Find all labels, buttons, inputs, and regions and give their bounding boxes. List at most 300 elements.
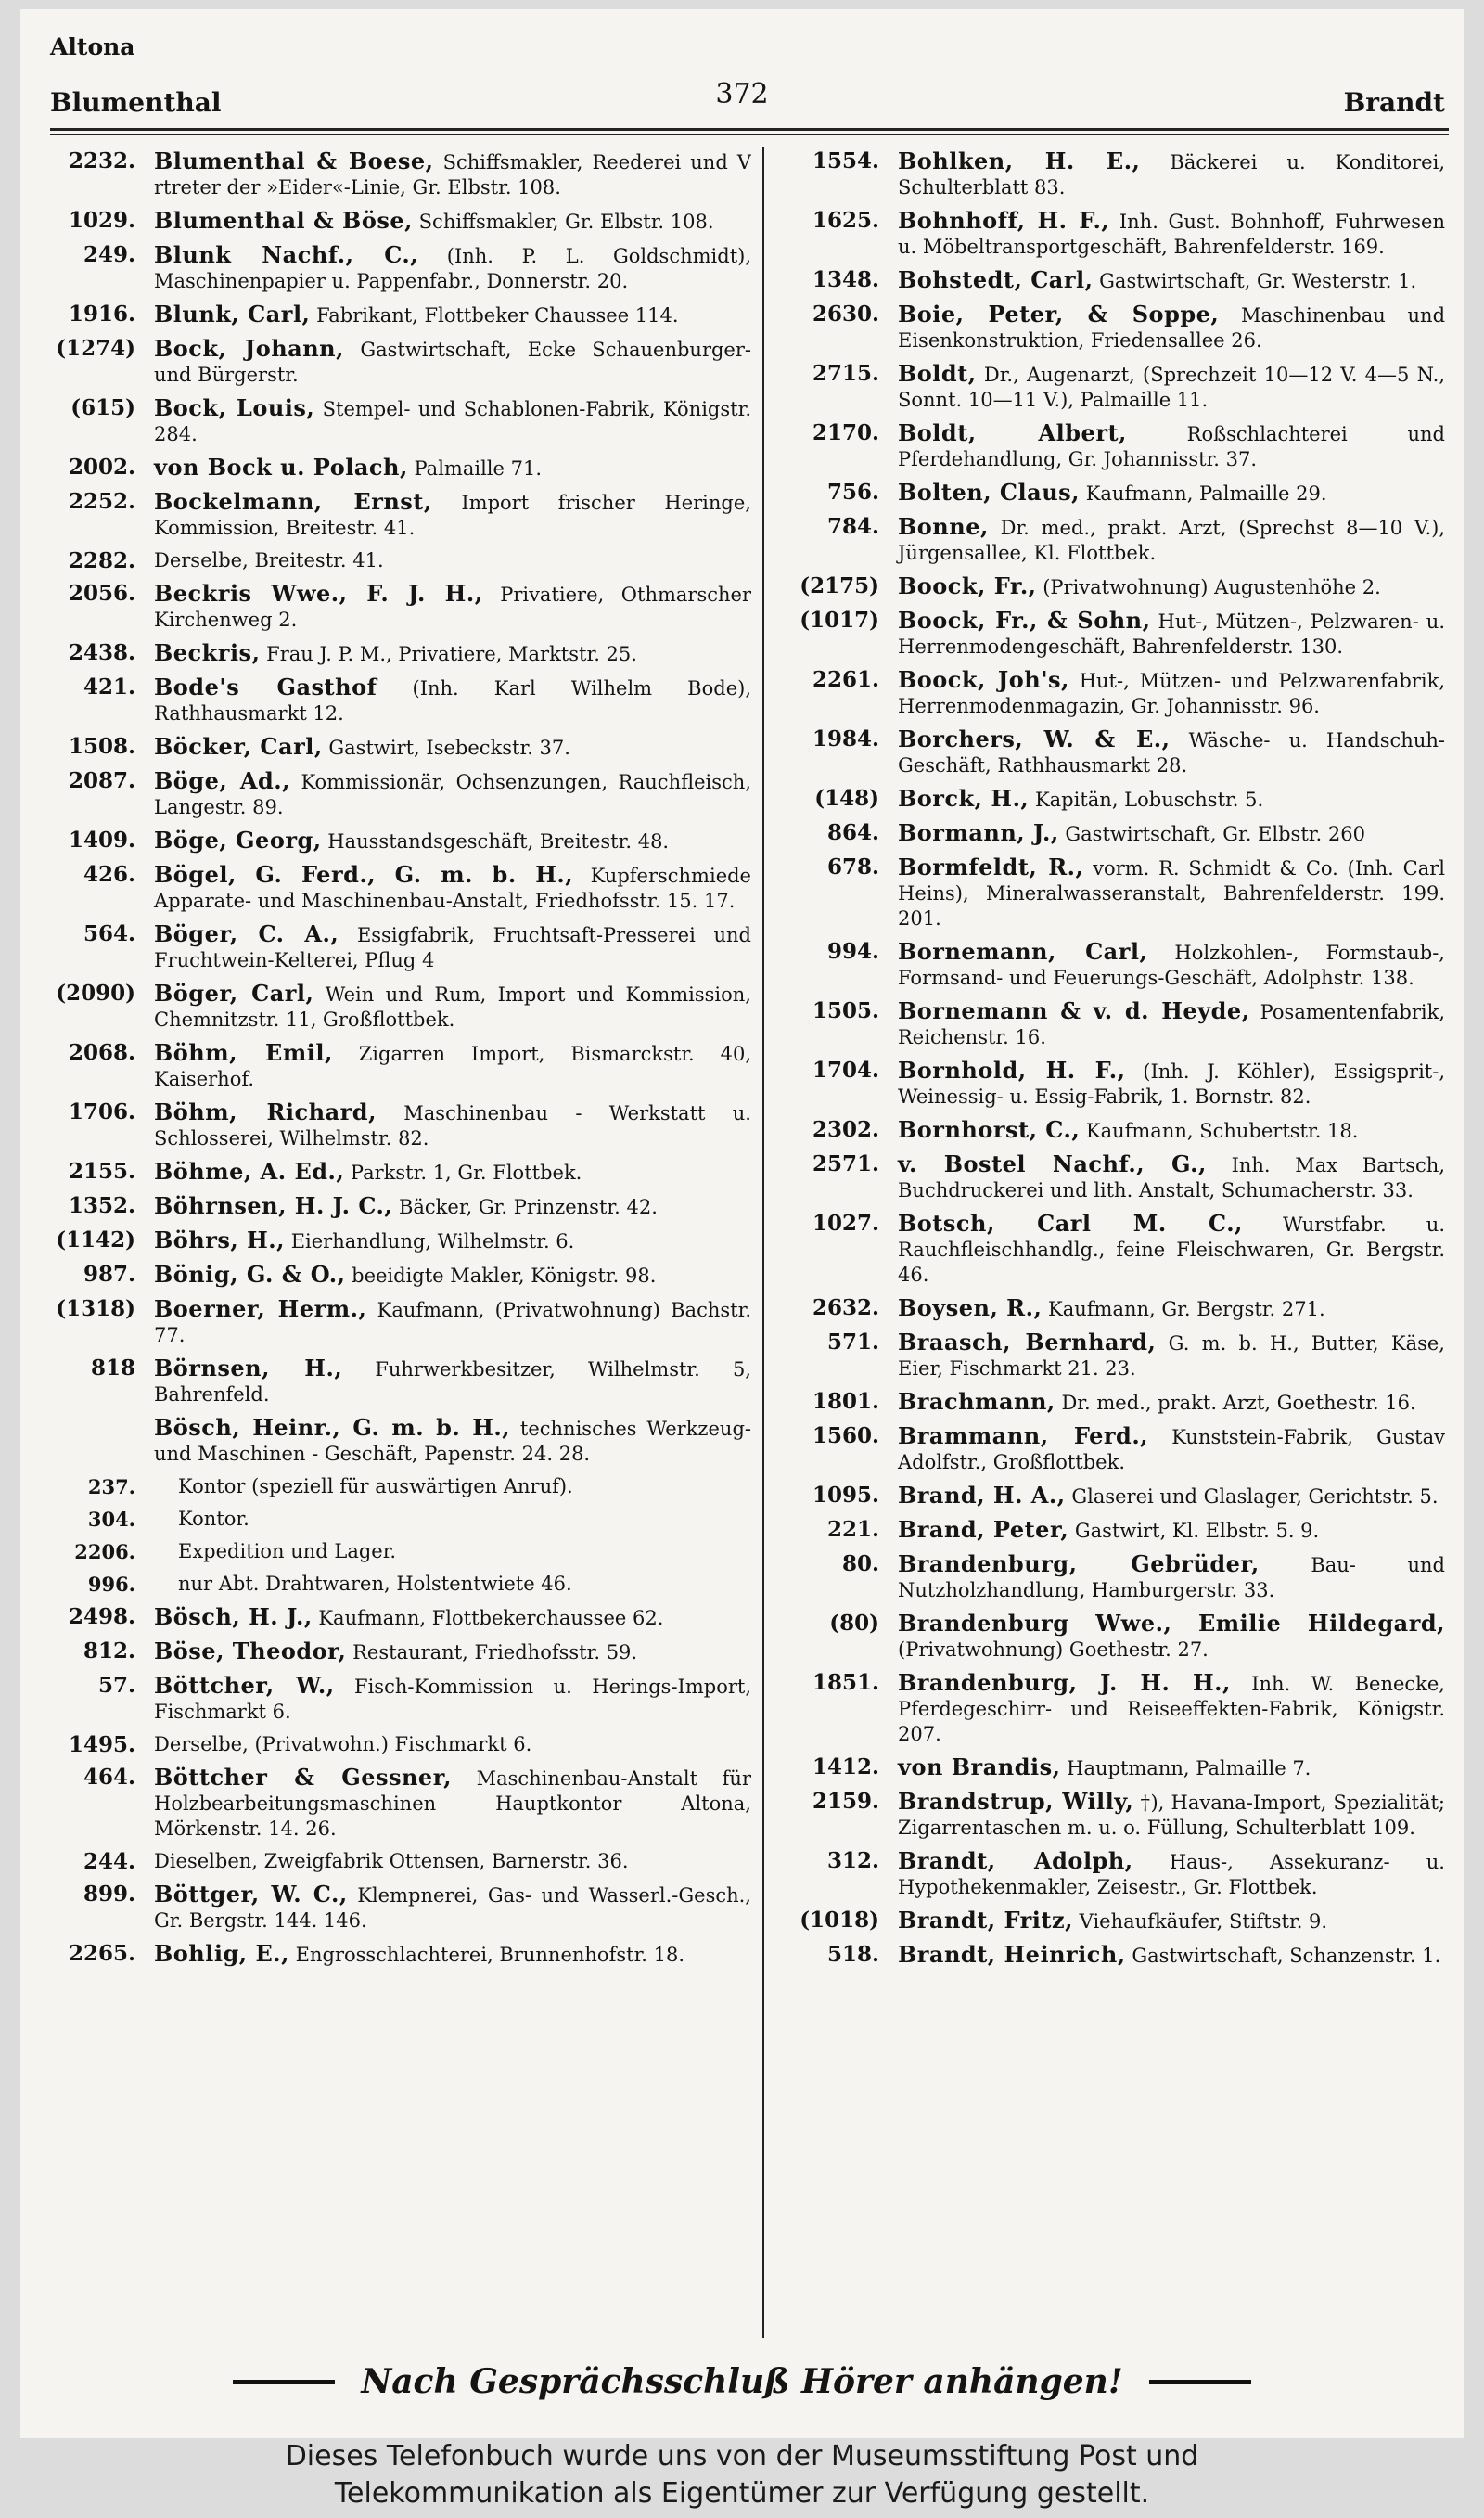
phone-number: (148)	[814, 786, 879, 811]
phone-number: 1916.	[68, 302, 135, 327]
entry-details: Inh. Gust. Bohnhoff, Fuhrwesen u. Möbeltransportgeschäft, Bahrenfelderstr. 169.	[898, 211, 1445, 258]
entry-details: (Privatwohnung) Augustenhöhe 2.	[1043, 576, 1381, 598]
entry-body	[154, 1673, 751, 1725]
entry-details: Gastwirtschaft, Gr. Westerstr. 1.	[1099, 270, 1417, 292]
subscriber-name: Böcker, Carl,	[154, 733, 323, 760]
phone-number: 2170.	[812, 420, 879, 445]
subscriber-name: Brandenburg, J. H. H.,	[898, 1669, 1231, 1696]
entry-details: Maschinenbau und Eisenkonstruktion, Friedensallee 26.	[898, 304, 1445, 352]
directory-entry	[45, 1507, 751, 1532]
entry-details: beeidigte Makler, Königstr. 98.	[352, 1265, 657, 1287]
subscriber-name: Brand, H. A.,	[898, 1482, 1066, 1509]
subscriber-name: Böhrnsen, H. J. C.,	[154, 1192, 393, 1219]
subscriber-name: Brand, Peter,	[898, 1516, 1069, 1543]
phone-number: 1625.	[812, 208, 879, 233]
subscriber-name: Brandt, Heinrich,	[898, 1941, 1126, 1968]
subscriber-name: Böhm, Richard,	[154, 1098, 377, 1125]
subscriber-name: Böge, Ad.,	[154, 767, 290, 794]
entry-details: Bäcker, Gr. Prinzenstr. 42.	[398, 1196, 658, 1218]
entry-details: Haus-, Assekuranz- u. Hypothekenmakler, Zeisestr., Gr. Flottbek.	[898, 1851, 1445, 1898]
entry-body	[898, 267, 1445, 294]
entry-details: Dr. med., prakt. Arzt, Goethestr. 16.	[1061, 1392, 1416, 1414]
entry-details: technisches Werkzeug- und Maschinen - Geschäft, Papenstr. 24. 28.	[154, 1418, 751, 1465]
phone-number: 312.	[826, 1848, 879, 1873]
subscriber-name: Bolten, Claus,	[898, 479, 1081, 506]
subscriber-name: Böhm, Emil,	[154, 1039, 333, 1066]
phone-number: 421.	[83, 674, 135, 700]
archive-caption	[0, 2438, 1484, 2512]
entry-body	[898, 1754, 1445, 1781]
entry-body	[898, 939, 1445, 991]
directory-entry	[45, 336, 751, 388]
entry-body	[154, 1572, 751, 1597]
entry-details: Essigfabrik, Fruchtsaft-Presserei und Fruchtwein-Kelterei, Pflug 4	[154, 924, 751, 971]
directory-entry	[777, 1611, 1445, 1663]
directory-entry	[45, 208, 751, 235]
phone-number: (2090)	[56, 981, 135, 1006]
phone-number: 2715.	[812, 361, 879, 386]
directory-entry	[777, 726, 1445, 778]
entry-details: Wein und Rum, Import und Kommission, Chemnitzstr. 11, Großflottbek.	[154, 983, 751, 1031]
phone-number: 2282.	[68, 548, 135, 573]
entry-body	[154, 768, 751, 820]
phone-number: 2252.	[68, 489, 135, 514]
entry-details: Frau J. P. M., Privatiere, Marktstr. 25.	[266, 643, 637, 665]
entry-body	[898, 1551, 1445, 1603]
directory-entry	[777, 267, 1445, 294]
column-divider	[762, 147, 764, 2338]
directory-entry	[45, 1296, 751, 1348]
entry-details: Dr., Augenarzt, (Sprechzeit 10—12 V. 4—5 N., Sonnt. 10—11 V.), Palmaille 11.	[898, 364, 1445, 411]
subscriber-name: Bockelmann, Ernst,	[154, 488, 432, 515]
entry-details: Kapitän, Lobuschstr. 5.	[1034, 789, 1264, 811]
entry-body	[898, 667, 1445, 719]
subscriber-name: Bornhorst, C.,	[898, 1116, 1081, 1143]
entry-body	[154, 336, 751, 388]
entry-details: Maschinenbau-Anstalt für Holzbearbeitungsmaschinen Hauptkontor Altona, Mörkenstr. 14. 26.	[154, 1767, 751, 1840]
entry-body	[898, 1611, 1445, 1663]
phone-number: 221.	[826, 1517, 879, 1542]
phone-number: 237.	[87, 1475, 135, 1498]
subscriber-name: Bonne,	[898, 513, 989, 540]
directory-entry	[777, 1670, 1445, 1747]
entry-body	[154, 674, 751, 726]
entry-details: Kommissionär, Ochsenzungen, Rauchfleisch, Langestr. 89.	[154, 771, 751, 818]
subscriber-name: Bösch, Heinr., G. m. b. H.,	[154, 1414, 511, 1441]
subscriber-name: Boie, Peter, & Soppe,	[898, 301, 1220, 328]
entry-details: Bau- und Nutzholzhandlung, Hamburgerstr. 33.	[898, 1554, 1445, 1601]
entry-body	[898, 854, 1445, 931]
entry-details: †), Havana-Import, Spezialität; Zigarrentaschen m. u. o. Füllung, Schulterblatt 109.	[898, 1792, 1445, 1839]
slogan-dash-right	[1149, 2380, 1251, 2384]
directory-entry	[45, 1941, 751, 1968]
entry-body	[154, 455, 751, 482]
subscriber-name: Bögel, G. Ferd., G. m. b. H.,	[154, 861, 574, 888]
directory-entry	[777, 1117, 1445, 1144]
directory-entry	[777, 1423, 1445, 1475]
directory-entry	[45, 1474, 751, 1499]
phone-number: 2087.	[68, 768, 135, 793]
footer-slogan	[20, 2362, 1464, 2401]
subscriber-name: Bormfeldt, R.,	[898, 854, 1084, 880]
subscriber-name: Bormann, J.,	[898, 819, 1059, 846]
entry-details: Engrosschlachterei, Brunnenhofstr. 18.	[295, 1944, 685, 1966]
entry-body	[898, 148, 1445, 200]
entry-details: Gastwirtschaft, Gr. Elbstr. 260	[1065, 823, 1365, 845]
entry-details: Fuhrwerkbesitzer, Wilhelmstr. 5, Bahrenfeld.	[154, 1358, 751, 1406]
directory-entry	[45, 581, 751, 633]
subscriber-name: Blunk Nachf., C.,	[154, 241, 419, 268]
directory-entry	[45, 1227, 751, 1254]
entry-details: Dr. med., prakt. Arzt, (Sprechst 8—10 V.), Jürgensallee, Kl. Flottbek.	[898, 517, 1445, 564]
entry-details: Kaufmann, Flottbekerchaussee 62.	[318, 1607, 664, 1629]
entry-body	[898, 1423, 1445, 1475]
subscriber-name: Borck, H.,	[898, 785, 1030, 812]
entry-body	[154, 734, 751, 761]
entry-details: Maschinenbau - Werkstatt u. Schlosserei, Wilhelmstr. 82.	[154, 1102, 751, 1150]
subscriber-name: Botsch, Carl M. C.,	[898, 1210, 1243, 1237]
directory-entry	[777, 608, 1445, 660]
phone-number: 987.	[83, 1262, 135, 1287]
directory-entry	[777, 1754, 1445, 1781]
entry-details: Hut-, Mützen- und Pelzwarenfabrik, Herrenmodenmagazin, Gr. Johannisstr. 96.	[898, 670, 1445, 717]
header-last-entry: Brandt	[1343, 87, 1445, 118]
phone-number: 1801.	[812, 1389, 879, 1414]
entry-body	[898, 1670, 1445, 1747]
phone-number: 996.	[87, 1573, 135, 1596]
directory-entry	[45, 302, 751, 328]
directory-entry	[45, 148, 751, 200]
directory-entry	[45, 1040, 751, 1092]
subscriber-name: Boldt, Albert,	[898, 419, 1127, 446]
subscriber-name: Brandt, Fritz,	[898, 1907, 1073, 1933]
directory-entry	[45, 981, 751, 1033]
subscriber-name: Bode's Gasthof	[154, 674, 377, 700]
phone-number: (2175)	[800, 573, 879, 598]
phone-number: (1017)	[800, 608, 879, 633]
directory-entry	[45, 1765, 751, 1842]
directory-entry	[45, 1159, 751, 1186]
phone-number: 994.	[826, 939, 879, 964]
entry-details: (Privatwohnung) Goethestr. 27.	[898, 1638, 1209, 1661]
entry-body	[898, 1942, 1445, 1969]
subscriber-name: Brachmann,	[898, 1388, 1055, 1415]
entry-details: Zigarren Import, Bismarckstr. 40, Kaiserhof.	[154, 1043, 751, 1090]
phone-number: 1706.	[68, 1099, 135, 1124]
entry-body	[154, 1507, 751, 1532]
subscriber-name: von Bock u. Polach,	[154, 454, 408, 481]
phone-number: 1352.	[68, 1193, 135, 1218]
subscriber-name: Böger, C. A.,	[154, 920, 339, 947]
directory-entry	[777, 998, 1445, 1050]
entry-details: Dieselben, Zweigfabrik Ottensen, Barnerstr. 36.	[154, 1850, 629, 1872]
slogan-dash-left	[233, 2380, 335, 2384]
entry-body	[898, 1389, 1445, 1416]
entry-body	[898, 1330, 1445, 1381]
directory-entry	[777, 1389, 1445, 1416]
subscriber-name: Blunk, Carl,	[154, 301, 311, 328]
subscriber-name: Beckris Wwe., F. J. H.,	[154, 580, 483, 607]
subscriber-name: Bock, Louis,	[154, 394, 315, 421]
slogan-text: Nach Gesprächsschluß Hörer anhängen!	[361, 2362, 1123, 2401]
phone-number: 426.	[83, 862, 135, 887]
entry-details: Gastwirtschaft, Schanzenstr. 1.	[1132, 1945, 1441, 1967]
subscriber-name: Brandstrup, Willy,	[898, 1788, 1134, 1815]
entry-body	[154, 1604, 751, 1631]
directory-entry	[777, 1151, 1445, 1203]
entry-body	[154, 921, 751, 973]
entry-details: Hauptmann, Palmaille 7.	[1067, 1757, 1311, 1779]
subscriber-name: Böttcher, W.,	[154, 1672, 335, 1699]
entry-details: Fabrikant, Flottbeker Chaussee 114.	[316, 304, 679, 327]
phone-number: 1495.	[68, 1732, 135, 1757]
directory-entry	[45, 734, 751, 761]
phone-number: 784.	[826, 514, 879, 539]
entry-body	[898, 1295, 1445, 1322]
entry-body	[154, 1296, 751, 1348]
entry-details: Kaufmann, Palmaille 29.	[1085, 482, 1327, 505]
directory-entry	[777, 148, 1445, 200]
entry-body	[154, 1732, 751, 1757]
entry-body	[154, 828, 751, 854]
directory-entry	[45, 674, 751, 726]
subscriber-name: Borchers, W. & E.,	[898, 726, 1171, 752]
phone-number: 2002.	[68, 455, 135, 480]
entry-details: Inh. Max Bartsch, Buchdruckerei und lith. Anstalt, Schumacherstr. 33.	[898, 1154, 1445, 1201]
entry-details: Wurstfabr. u. Rauchfleischhandlg., feine Fleischwaren, Gr. Bergstr. 46.	[898, 1214, 1445, 1286]
entry-body	[898, 1789, 1445, 1841]
subscriber-name: Böger, Carl,	[154, 980, 314, 1007]
entry-body	[154, 548, 751, 573]
entry-details: Palmaille 71.	[414, 457, 543, 480]
entry-body	[154, 1941, 751, 1968]
directory-entry	[45, 828, 751, 854]
directory-entry	[777, 1058, 1445, 1110]
directory-entry	[45, 1673, 751, 1725]
directory-entry	[777, 302, 1445, 353]
entry-body	[154, 148, 751, 200]
subscriber-name: Boock, Fr., & Sohn,	[898, 607, 1151, 634]
directory-entry	[777, 939, 1445, 991]
directory-entry	[45, 548, 751, 573]
entry-details: Kaufmann, Gr. Bergstr. 271.	[1048, 1298, 1325, 1320]
entry-body	[898, 420, 1445, 472]
phone-number: (1318)	[56, 1296, 135, 1321]
entry-body	[154, 1765, 751, 1842]
entry-body	[898, 786, 1445, 813]
directory-entry	[777, 1330, 1445, 1381]
phone-number: (1274)	[56, 336, 135, 361]
phone-number: 2159.	[812, 1789, 879, 1814]
phone-number: 678.	[826, 854, 879, 880]
entry-body	[898, 573, 1445, 600]
directory-entry	[777, 420, 1445, 472]
entry-body	[154, 640, 751, 667]
subscriber-name: Boysen, R.,	[898, 1294, 1043, 1321]
phone-number: 1095.	[812, 1483, 879, 1508]
entry-details: Gastwirt, Kl. Elbstr. 5. 9.	[1074, 1520, 1320, 1542]
phone-number: 249.	[83, 242, 135, 267]
phone-number: 1508.	[68, 734, 135, 759]
entry-details: Gastwirtschaft, Ecke Schauenburger- und Bürgerstr.	[154, 339, 751, 386]
phone-number: 2155.	[68, 1159, 135, 1184]
entry-body	[898, 1517, 1445, 1544]
entry-details: Schiffsmakler, Reederei und V rtreter der »Eider«-Linie, Gr. Elbstr. 108.	[154, 151, 751, 199]
directory-entry	[45, 1193, 751, 1220]
directory-entry	[45, 1415, 751, 1467]
phone-number: 2261.	[812, 667, 879, 692]
entry-body	[154, 242, 751, 294]
entry-body	[154, 1474, 751, 1499]
directory-entry	[45, 1262, 751, 1289]
phone-number: 756.	[826, 480, 879, 505]
entry-details: Bäckerei u. Konditorei, Schulterblatt 83.	[898, 151, 1445, 199]
subscriber-name: Böhrs, H.,	[154, 1227, 285, 1253]
phone-number: 2632.	[812, 1295, 879, 1320]
entry-body	[154, 1262, 751, 1289]
subscriber-name: Boock, Joh's,	[898, 666, 1069, 693]
entry-details: (Inh. J. Köhler), Essigsprit-, Weinessig- u. Essig-Fabrik, 1. Bornstr. 82.	[898, 1060, 1445, 1108]
right-column	[777, 148, 1445, 2329]
subscriber-name: Bohnhoff, H. F.,	[898, 207, 1110, 234]
entry-details: (Inh. P. L. Goldschmidt), Maschinenpapier u. Pappenfabr., Donnerstr. 20.	[154, 245, 751, 292]
entry-body	[898, 1848, 1445, 1900]
entry-body	[898, 1151, 1445, 1203]
page-number: 372	[715, 78, 769, 110]
entry-body	[898, 480, 1445, 507]
entry-body	[898, 302, 1445, 353]
entry-body	[898, 726, 1445, 778]
phone-number: (1142)	[56, 1227, 135, 1253]
entry-body	[154, 302, 751, 328]
directory-entry	[45, 489, 751, 541]
entry-details: Kupferschmiede Apparate- und Maschinenbau-Anstalt, Friedhofsstr. 15. 17.	[154, 865, 751, 912]
directory-entry	[45, 1539, 751, 1564]
phone-number: 2206.	[74, 1540, 135, 1563]
directory-page	[20, 9, 1464, 2438]
phone-number: 2571.	[812, 1151, 879, 1176]
subscriber-name: Brandenburg Wwe., Emilie Hildegard,	[898, 1610, 1445, 1637]
entry-details: Kunststein-Fabrik, Gustav Adolfstr., Großflottbek.	[898, 1426, 1445, 1473]
entry-details: Privatiere, Othmarscher Kirchenweg 2.	[154, 584, 751, 631]
entry-body	[898, 998, 1445, 1050]
entry-body	[154, 1355, 751, 1407]
entry-details: G. m. b. H., Butter, Käse, Eier, Fischmarkt 21. 23.	[898, 1332, 1445, 1380]
entry-details: Viehaufkäufer, Stiftstr. 9.	[1079, 1910, 1328, 1933]
directory-entry	[777, 1789, 1445, 1841]
directory-entry	[777, 1942, 1445, 1969]
entry-details: Kaufmann, (Privatwohnung) Bachstr. 77.	[154, 1299, 751, 1346]
header-rule-thick	[50, 128, 1449, 131]
entry-details: Hausstandsgeschäft, Breitestr. 48.	[327, 830, 670, 853]
phone-number: 1027.	[812, 1211, 879, 1236]
entry-body	[154, 1193, 751, 1220]
directory-entry	[45, 640, 751, 667]
entry-details: Derselbe, Breitestr. 41.	[154, 549, 384, 572]
entry-details: (Inh. Karl Wilhelm Bode), Rathhausmarkt 12.	[154, 677, 751, 725]
entry-details: Glaserei und Glaslager, Gerichtstr. 5.	[1071, 1485, 1439, 1508]
caption-line-2: Telekommunikation als Eigentümer zur Verfügung gestellt.	[334, 2477, 1150, 2510]
phone-number: 2302.	[812, 1117, 879, 1142]
directory-entry	[45, 1732, 751, 1757]
entry-body	[898, 1908, 1445, 1934]
entry-details: Hut-, Mützen-, Pelzwaren- u. Herrenmodengeschäft, Bahrenfelderstr. 130.	[898, 610, 1445, 658]
phone-number: 1851.	[812, 1670, 879, 1695]
directory-entry	[45, 1099, 751, 1151]
entry-details: Inh. W. Benecke, Pferdegeschirr- und Reiseeffekten-Fabrik, Königstr. 207.	[898, 1673, 1445, 1745]
entry-body	[154, 1882, 751, 1933]
left-column	[45, 148, 751, 2329]
entry-body	[154, 489, 751, 541]
phone-number: 1348.	[812, 267, 879, 292]
phone-number: 1560.	[812, 1423, 879, 1448]
entry-body	[154, 1159, 751, 1186]
subscriber-name: Bönig, G. & O.,	[154, 1261, 346, 1288]
phone-number: 818	[90, 1355, 135, 1381]
phone-number: 304.	[87, 1508, 135, 1531]
subscriber-name: von Brandis,	[898, 1754, 1061, 1780]
entry-body	[154, 1415, 751, 1467]
directory-entry	[777, 820, 1445, 847]
entry-body	[898, 1483, 1445, 1510]
entry-details: Posamentenfabrik, Reichenstr. 16.	[898, 1001, 1445, 1048]
subscriber-name: Brammann, Ferd.,	[898, 1422, 1149, 1449]
entry-details: Fisch-Kommission u. Herings-Import, Fischmarkt 6.	[154, 1676, 751, 1723]
caption-line-1: Dieses Telefonbuch wurde uns von der Museumsstiftung Post und	[285, 2440, 1199, 2473]
directory-entry	[777, 1295, 1445, 1322]
subscriber-name: Boldt,	[898, 360, 977, 387]
entry-body	[154, 981, 751, 1033]
directory-entry	[777, 361, 1445, 413]
phone-number: 2630.	[812, 302, 879, 327]
phone-number: 899.	[83, 1882, 135, 1907]
subscriber-name: Bösch, H. J.,	[154, 1603, 313, 1630]
subscriber-name: Bornemann & v. d. Heyde,	[898, 997, 1250, 1024]
phone-number: 2265.	[68, 1941, 135, 1966]
phone-number: 1554.	[812, 148, 879, 173]
directory-entry	[45, 242, 751, 294]
directory-entry	[777, 1551, 1445, 1603]
subscriber-name: v. Bostel Nachf., G.,	[898, 1150, 1207, 1177]
phone-number: 2438.	[68, 640, 135, 665]
subscriber-name: Böttger, W. C.,	[154, 1881, 348, 1908]
entry-body	[154, 395, 751, 447]
phone-number: 571.	[826, 1330, 879, 1355]
entry-body	[898, 1211, 1445, 1288]
entry-body	[154, 1638, 751, 1665]
entry-details: Wäsche- u. Handschuh-Geschäft, Rathhausmarkt 28.	[898, 729, 1445, 777]
directory-entry	[777, 1211, 1445, 1288]
phone-number: 1029.	[68, 208, 135, 233]
entry-body	[898, 208, 1445, 260]
entry-body	[154, 1040, 751, 1092]
phone-number: 2498.	[68, 1604, 135, 1629]
subscriber-name: Boock, Fr.,	[898, 572, 1037, 599]
entry-details: Expedition und Lager.	[178, 1540, 397, 1562]
phone-number: 1412.	[812, 1754, 879, 1779]
subscriber-name: Bohlig, E.,	[154, 1940, 289, 1967]
directory-entry	[777, 1848, 1445, 1900]
phone-number: 864.	[826, 820, 879, 845]
subscriber-name: Braasch, Bernhard,	[898, 1329, 1157, 1355]
subscriber-name: Beckris,	[154, 639, 261, 666]
entry-details: Roßschlachterei und Pferdehandlung, Gr. Johannisstr. 37.	[898, 423, 1445, 470]
phone-number: 80.	[841, 1551, 879, 1576]
entry-body	[898, 1058, 1445, 1110]
entry-body	[154, 1849, 751, 1874]
directory-entry	[777, 786, 1445, 813]
directory-entry	[777, 667, 1445, 719]
